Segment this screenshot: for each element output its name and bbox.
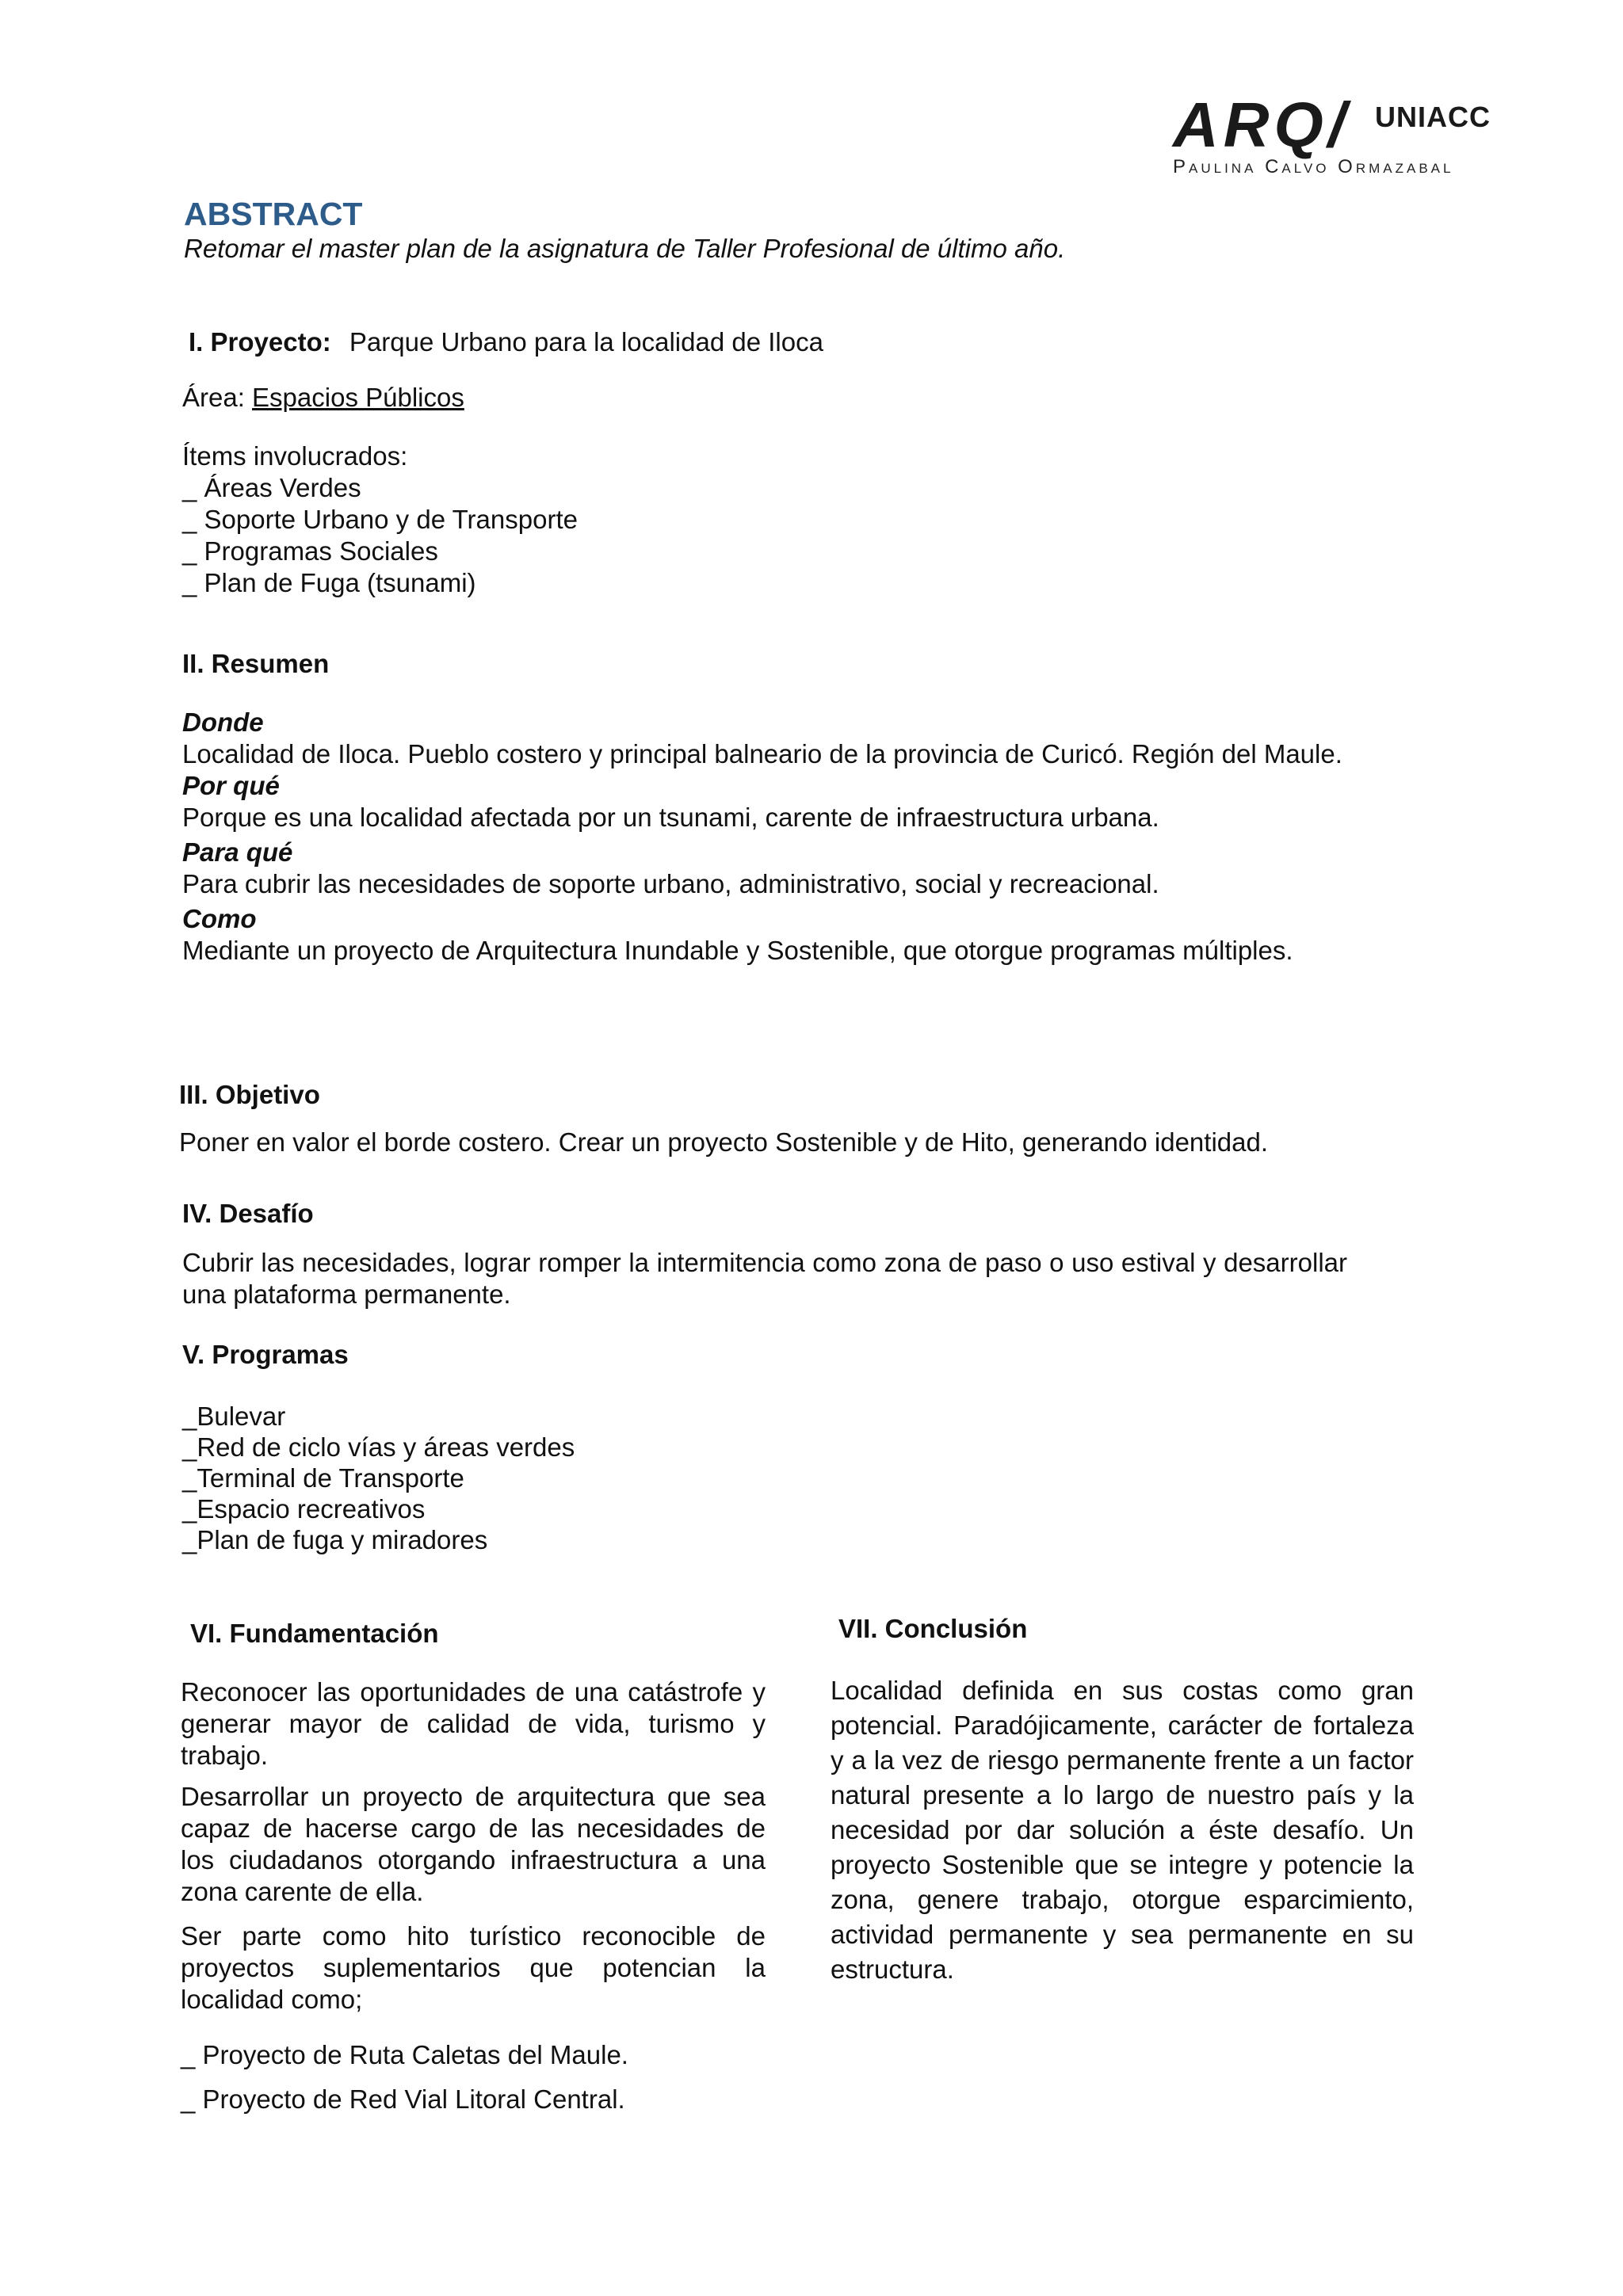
paraque-label: Para qué [182, 837, 293, 867]
resumen-title: II. Resumen [182, 649, 330, 678]
items-list [182, 441, 578, 599]
list-item: _Terminal de Transporte [182, 1463, 464, 1493]
proyecto-value: Parque Urbano para la localidad de Iloca [349, 327, 823, 357]
fundamentacion-p2: Desarrollar un proyecto de arquitectura que sea capaz de hacerse cargo de las necesidades de los ciudadanos otorgando infraestructura a una zona carente de ella. [181, 1782, 766, 1906]
paraque-text: Para cubrir las necesidades de soporte urbano, administrativo, social y recreacional. [182, 869, 1159, 898]
logo-mark: ARQ/ [1173, 90, 1350, 160]
fundamentacion-p1: Reconocer las oportunidades de una catástrofe y generar mayor de calidad de vida, turismo y trabajo. [181, 1677, 766, 1770]
area-line [182, 382, 464, 414]
abstract-subtitle: Retomar el master plan de la asignatura de Taller Profesional de último año. [184, 234, 1066, 263]
como-label: Como [182, 904, 257, 933]
como-text: Mediante un proyecto de Arquitectura Inundable y Sostenible, que otorgue programas múltiples. [182, 936, 1293, 965]
donde-label: Donde [182, 707, 264, 737]
items-label: Ítems involucrados: [182, 441, 408, 471]
area-label: Área: [182, 383, 245, 412]
fundamentacion-body [181, 1676, 766, 2122]
desafio-title: IV. Desafío [182, 1199, 314, 1228]
desafio-text: Cubrir las necesidades, lograr romper la intermitencia como zona de paso o uso estival y desarrollar una plataforma permanente. [182, 1248, 1347, 1309]
list-item: _ Soporte Urbano y de Transporte [182, 505, 578, 534]
fundamentacion-list [181, 2033, 766, 2122]
list-item: _Plan de fuga y miradores [182, 1525, 488, 1554]
fundamentacion-title: VI. Fundamentación [190, 1619, 439, 1648]
list-item: _Red de ciclo vías y áreas verdes [182, 1432, 575, 1462]
porque-label: Por qué [182, 771, 280, 800]
logo-school: UNIACC [1375, 101, 1491, 133]
resumen-body [182, 707, 1347, 967]
list-item: _ Plan de Fuga (tsunami) [182, 568, 476, 597]
objetivo-text: Poner en valor el borde costero. Crear un proyecto Sostenible y de Hito, generando identidad. [179, 1127, 1269, 1157]
author-name: Paulina Calvo Ormazabal [1173, 156, 1454, 177]
programas-title: V. Programas [182, 1340, 349, 1369]
list-item: _Bulevar [182, 1402, 286, 1431]
conclusion-title: VII. Conclusión [838, 1614, 1028, 1643]
abstract-title: ABSTRACT [184, 196, 363, 232]
fundamentacion-p3: Ser parte como hito turístico reconocible de proyectos suplementarios que potencian la localidad como; [181, 1921, 766, 2014]
area-value: Espacios Públicos [252, 383, 464, 412]
list-item: _ Proyecto de Ruta Caletas del Maule. [181, 2040, 628, 2069]
programas-list [182, 1401, 575, 1555]
conclusion-text: Localidad definida en sus costas como gran potencial. Paradójicamente, carácter de fortaleza y a la vez de riesgo permanente frente a un factor natural presente a lo largo de nuestro país y la necesidad por dar solución a éste desafío. Un proyecto Sostenible que se integre y potencie la zona, genere trabajo, otorgue esparcimiento, actividad permanente y sea permanente en su estructura. [831, 1676, 1414, 1984]
donde-text: Localidad de Iloca. Pueblo costero y principal balneario de la provincia de Curicó. Región del Maule. [182, 739, 1342, 769]
list-item: _ Proyecto de Red Vial Litoral Central. [181, 2084, 625, 2114]
proyecto-line [189, 326, 823, 358]
uniacc-logo [1173, 90, 1506, 181]
objetivo-title: III. Objetivo [179, 1080, 320, 1109]
list-item: _ Programas Sociales [182, 536, 438, 566]
proyecto-label: I. Proyecto: [189, 327, 331, 357]
list-item: _ Áreas Verdes [182, 473, 361, 502]
porque-text: Porque es una localidad afectada por un tsunami, carente de infraestructura urbana. [182, 803, 1159, 832]
list-item: _Espacio recreativos [182, 1494, 426, 1524]
